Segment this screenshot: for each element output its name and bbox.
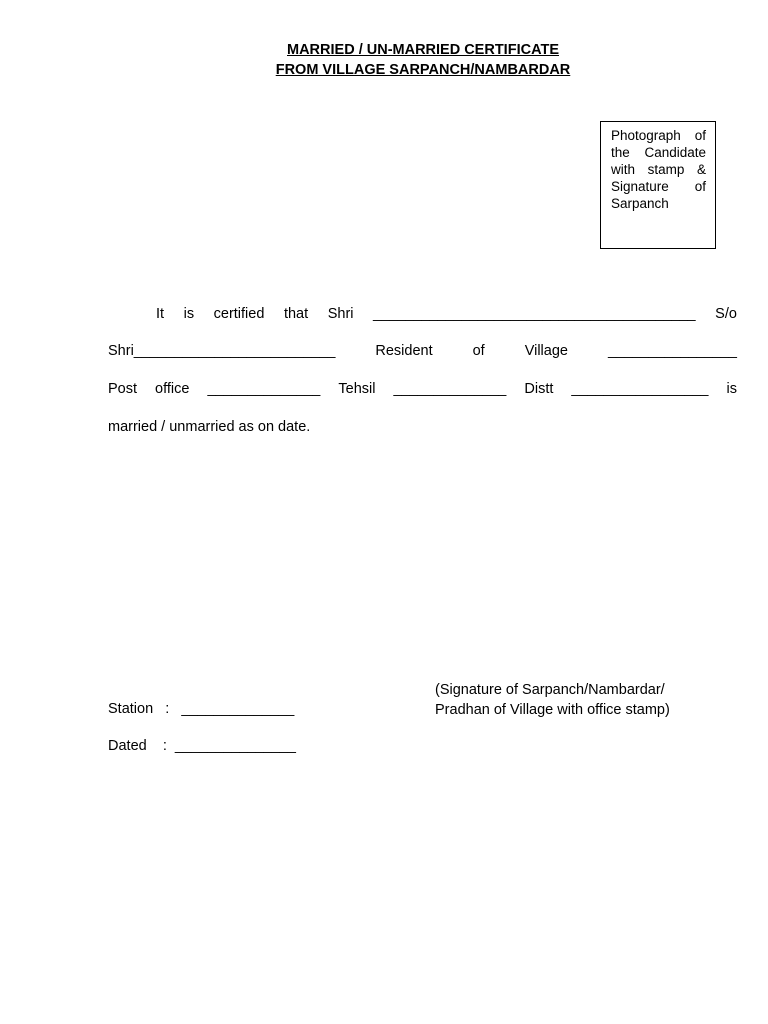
word: is: [183, 306, 195, 322]
word: Shri: [327, 306, 354, 322]
signature-caption-line-2: Pradhan of Village with office stamp): [435, 702, 670, 718]
word: Village: [524, 343, 568, 359]
certificate-title-line-1: MARRIED / UN-MARRIED CERTIFICATE: [287, 42, 559, 58]
word: is: [726, 381, 737, 397]
word: S/o: [715, 306, 737, 322]
photo-box-text-2: the Candidate: [611, 145, 706, 160]
station-colon: :: [165, 701, 170, 717]
word: Distt: [524, 381, 554, 397]
district-blank[interactable]: _________________: [571, 381, 709, 397]
photo-box-text-1: Photograph of: [611, 128, 706, 143]
word: office: [155, 381, 190, 397]
dated-colon: :: [162, 738, 167, 754]
word: that: [283, 306, 309, 322]
village-blank[interactable]: ________________: [607, 343, 737, 359]
father-name-blank[interactable]: Shri_________________________: [108, 343, 336, 359]
photograph-box: [600, 121, 716, 249]
word: Tehsil: [338, 381, 376, 397]
certificate-title-line-2: FROM VILLAGE SARPANCH/NAMBARDAR: [275, 62, 571, 78]
word: It: [156, 306, 165, 322]
certificate-body-line-4: married / unmarried as on date.: [108, 419, 311, 435]
station-field: [108, 701, 294, 717]
word: Post: [108, 381, 138, 397]
dated-label: Dated: [108, 738, 147, 754]
dated-blank[interactable]: _______________: [174, 738, 296, 754]
station-label: Station: [108, 701, 154, 717]
station-blank[interactable]: ______________: [181, 701, 295, 717]
word: certified: [213, 306, 265, 322]
tehsil-blank[interactable]: ______________: [393, 381, 507, 397]
word: Resident: [375, 343, 433, 359]
certificate-body-line-3: [108, 381, 737, 397]
certificate-body-line-1: [108, 306, 737, 322]
photo-box-text-3: with stamp &: [611, 162, 706, 177]
signature-caption-line-1: (Signature of Sarpanch/Nambardar/: [435, 682, 665, 698]
certificate-body-line-2: [108, 343, 737, 359]
photo-box-text-4: Signature of: [611, 179, 706, 194]
post-office-blank[interactable]: ______________: [207, 381, 321, 397]
dated-field: [108, 738, 296, 754]
name-blank[interactable]: ________________________________________: [373, 306, 696, 322]
photo-box-text-5: Sarpanch: [611, 196, 669, 211]
word: of: [472, 343, 485, 359]
